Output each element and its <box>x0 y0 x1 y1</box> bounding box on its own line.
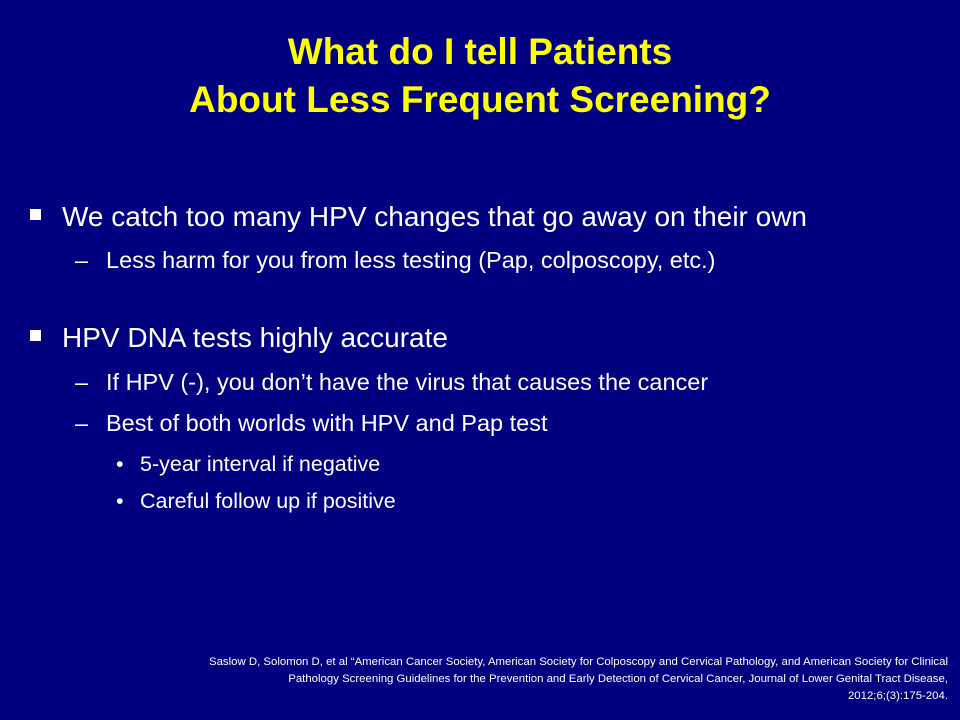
sub-bullet-item <box>75 410 548 437</box>
sub-sub-bullet-text: 5-year interval if negative <box>140 452 381 476</box>
square-bullet-icon <box>30 209 41 220</box>
bullet-item <box>62 322 448 354</box>
sub-sub-bullet-item <box>116 452 381 477</box>
dash-bullet-icon: – <box>75 247 89 273</box>
sub-bullet-text: Less harm for you from less testing (Pap, colposcopy, etc.) <box>106 247 716 273</box>
sub-sub-bullet-item <box>116 489 396 514</box>
sub-bullet-text: If HPV (-), you don’t have the virus that causes the cancer <box>106 369 709 395</box>
sub-bullet-text: Best of both worlds with HPV and Pap test <box>106 410 548 436</box>
citation-line-2: Pathology Screening Guidelines for the Prevention and Early Detection of Cervical Cancer, Journal of Lower Genital Tract Disease, <box>288 673 948 685</box>
sub-bullet-item <box>75 247 716 274</box>
title-line-1: What do I tell Patients <box>287 31 673 72</box>
dash-bullet-icon: – <box>75 369 89 395</box>
citation-line-3: 2012;6;(3):175-204. <box>847 690 948 702</box>
sub-bullet-item <box>75 369 709 396</box>
dash-bullet-icon: – <box>75 410 89 436</box>
citation-line-1: Saslow D, Solomon D, et al “American Cancer Society, American Society for Colposcopy and Cervical Pathology, and American Society for Clinical <box>208 656 948 668</box>
bullet-text: HPV DNA tests highly accurate <box>62 322 448 353</box>
square-bullet-icon <box>30 330 41 341</box>
slide-title <box>0 28 960 124</box>
citation <box>68 654 948 705</box>
dot-bullet-icon: • <box>116 489 124 513</box>
dot-bullet-icon: • <box>116 452 124 476</box>
sub-sub-bullet-text: Careful follow up if positive <box>140 489 396 513</box>
bullet-text: We catch too many HPV changes that go away on their own <box>62 201 808 232</box>
title-line-2: About Less Frequent Screening? <box>189 79 771 120</box>
bullet-item <box>62 201 807 233</box>
